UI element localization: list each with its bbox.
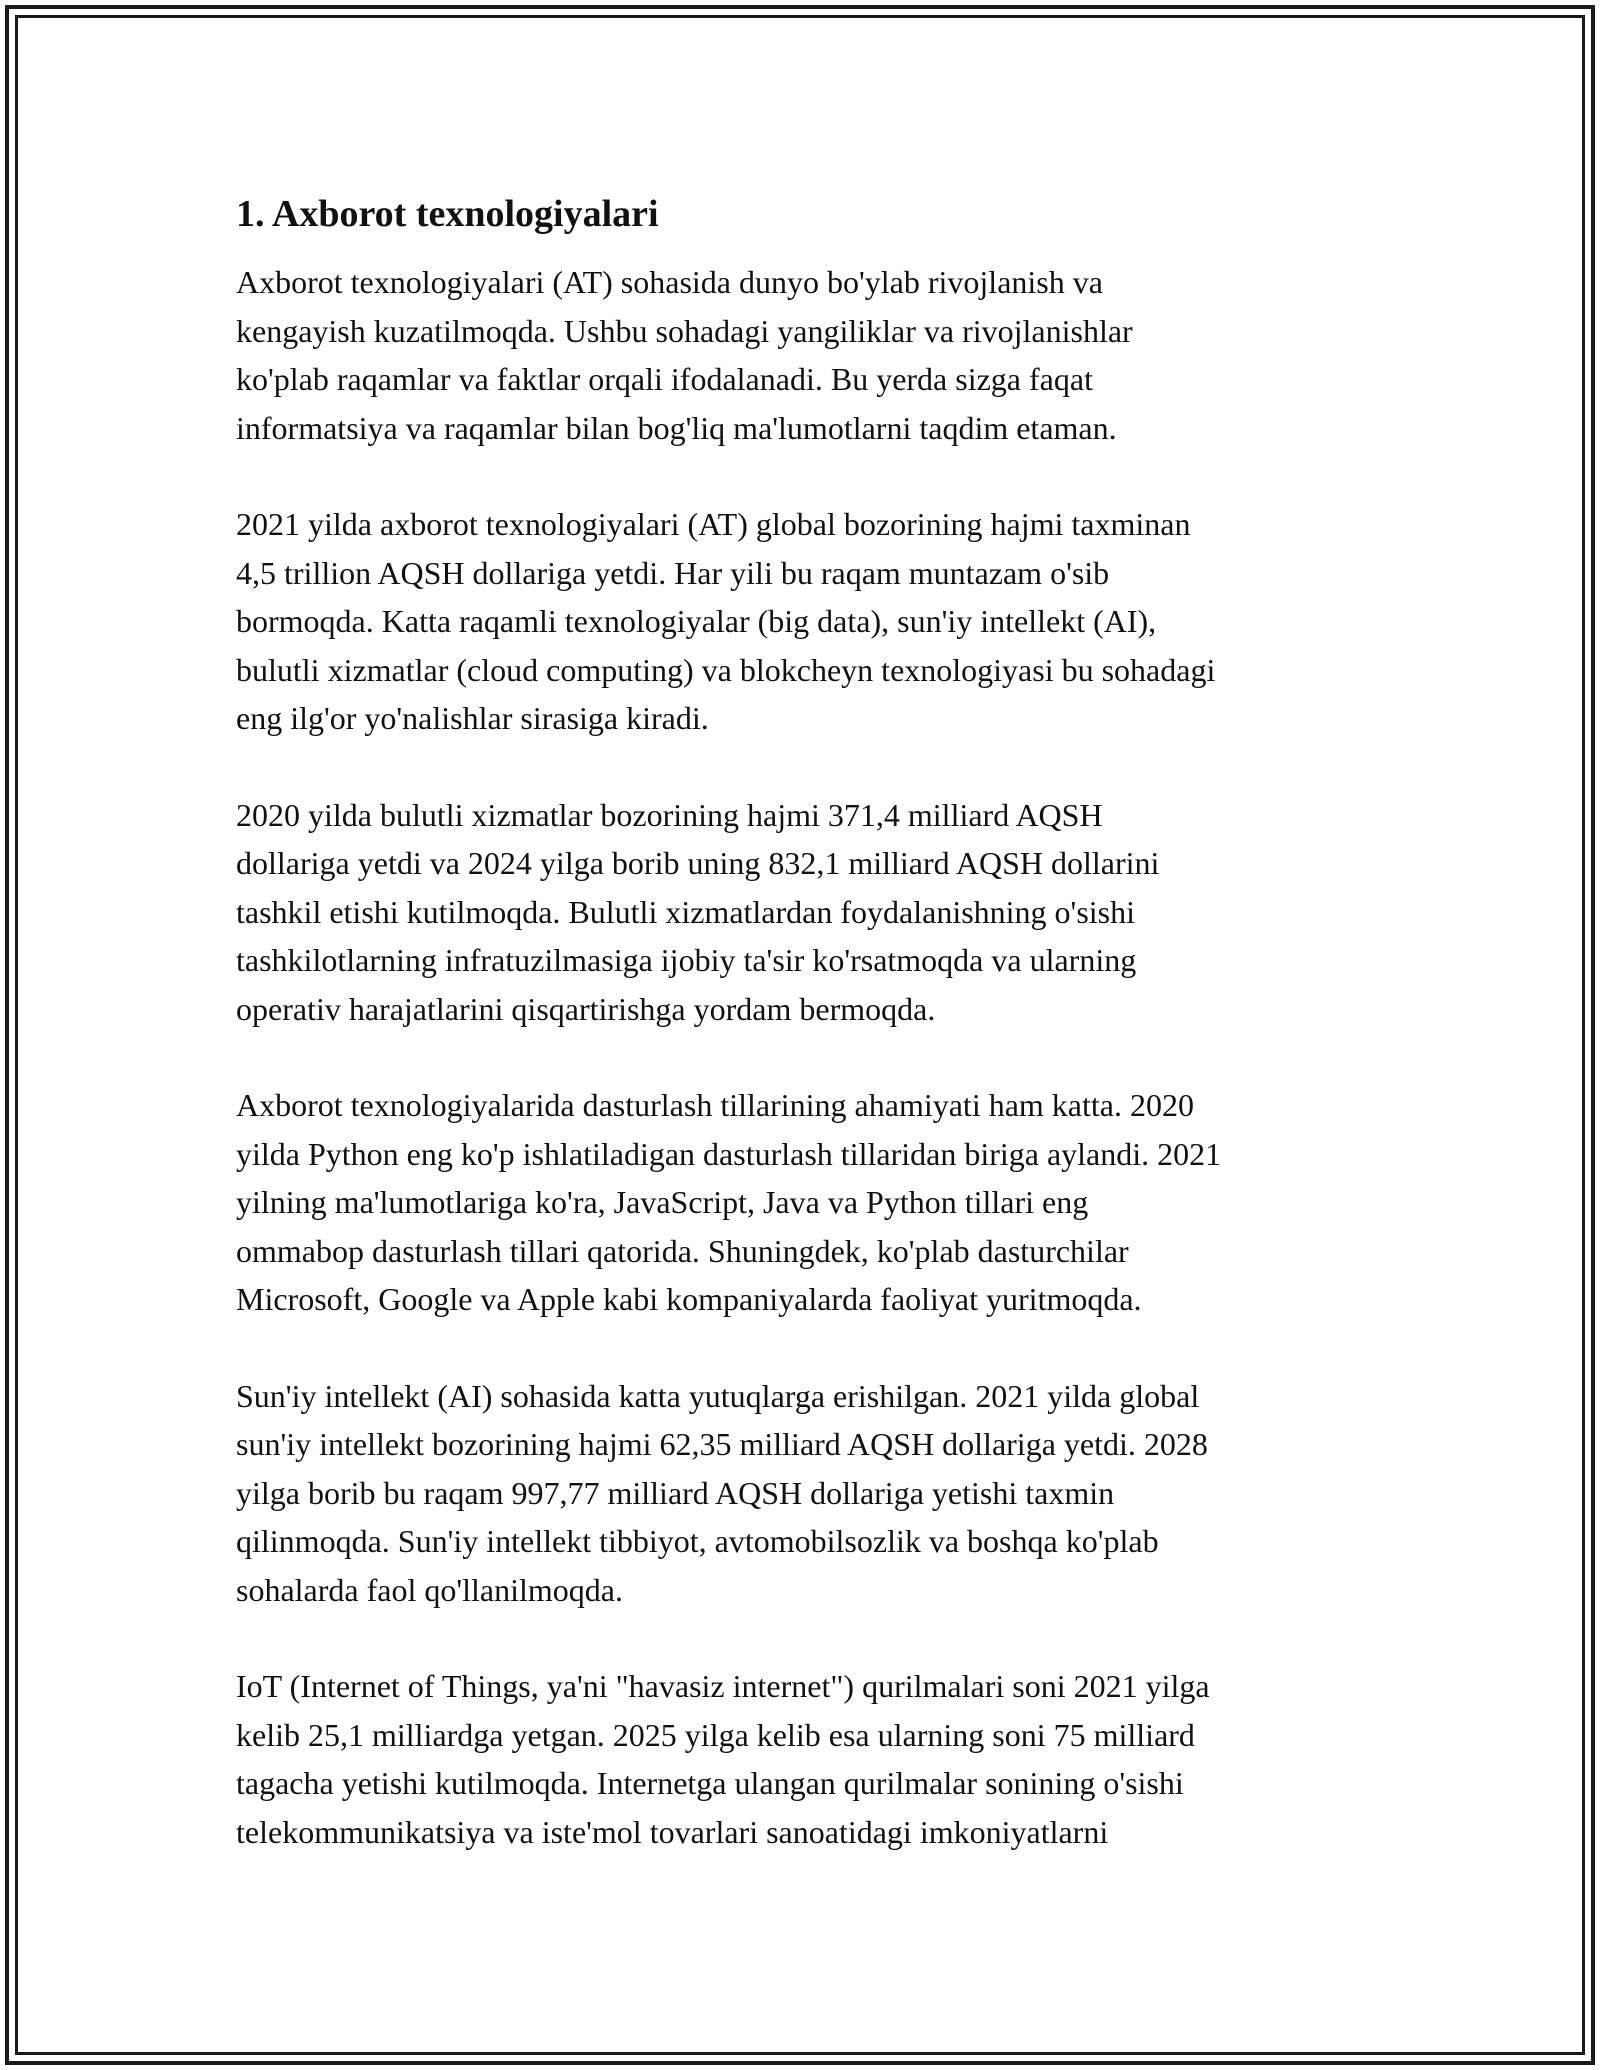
text-line: qilinmoqda. Sun'iy intellekt tibbiyot, avtomobilsozlik va boshqa ko'plab (236, 1523, 1159, 1559)
paragraph-iot (236, 1662, 1386, 1856)
text-line: tashkil etishi kutilmoqda. Bulutli xizmatlardan foydalanishning o'sishi (236, 893, 1135, 930)
text-line: kelib 25,1 milliardga yetgan. 2025 yilga kelib esa ularning soni 75 milliard (236, 1716, 1195, 1753)
text-line: tagacha yetishi kutilmoqda. Internetga ulangan qurilmalar sonining o'sishi (236, 1765, 1184, 1801)
paragraph-artificial-intelligence (236, 1372, 1386, 1615)
text-line: ommabop dasturlash tillari qatorida. Shuningdek, ko'plab dasturchilar (236, 1232, 1129, 1269)
text-line: 4,5 trillion AQSH dollariga yetdi. Har yili bu raqam muntazam o'sib (236, 554, 1110, 591)
text-line: 2020 yilda bulutli xizmatlar bozorining hajmi 371,4 milliard AQSH (236, 796, 1103, 833)
text-line: sun'iy intellekt bozorining hajmi 62,35 milliard AQSH dollariga yetdi. 2028 (236, 1426, 1208, 1462)
text-line: 2021 yilda axborot texnologiyalari (AT) global bozorining hajmi taxminan (236, 506, 1191, 542)
document-body (236, 190, 1386, 1904)
text-line: yilga borib bu raqam 997,77 milliard AQSH dollariga yetishi taxmin (236, 1474, 1115, 1511)
paragraph-intro (236, 258, 1386, 452)
text-line: sohalarda faol qo'llanilmoqda. (236, 1571, 623, 1608)
text-line: bulutli xizmatlar (cloud computing) va blokcheyn texnologiyasi bu sohadagi (236, 651, 1216, 688)
text-line: eng ilg'or yo'nalishlar sirasiga kiradi. (236, 700, 709, 736)
text-line: Sun'iy intellekt (AI) sohasida katta yutuqlarga erishilgan. 2021 yilda global (236, 1377, 1200, 1414)
section-heading: 1. Axborot texnologiyalari (236, 193, 659, 235)
text-line: bormoqda. Katta raqamli texnologiyalar (big data), sun'iy intellekt (AI), (236, 603, 1157, 639)
text-line: Microsoft, Google va Apple kabi kompaniyalarda faoliyat yuritmoqda. (236, 1281, 1142, 1317)
text-line: yilda Python eng ko'p ishlatiladigan dasturlash tillaridan biriga aylandi. 2021 (236, 1135, 1222, 1172)
text-line: Axborot texnologiyalari (AT) sohasida dunyo bo'ylab rivojlanish va (236, 264, 1103, 300)
text-line: tashkilotlarning infratuzilmasiga ijobiy ta'sir ko'rsatmoqda va ularning (236, 942, 1137, 978)
paragraph-market-size (236, 500, 1386, 743)
paragraph-cloud-services (236, 791, 1386, 1034)
text-line: IoT (Internet of Things, ya'ni "havasiz internet") qurilmalari soni 2021 yilga (236, 1668, 1210, 1704)
text-line: ko'plab raqamlar va faktlar orqali ifodalanadi. Bu yerda sizga faqat (236, 361, 1093, 397)
paragraph-programming-languages (236, 1081, 1386, 1324)
text-line: informatsiya va raqamlar bilan bog'liq ma'lumotlarni taqdim etaman. (236, 409, 1117, 446)
text-line: dollariga yetdi va 2024 yilga borib uning 832,1 milliard AQSH dollarini (236, 845, 1160, 881)
text-line: yilning ma'lumotlariga ko'ra, JavaScript, Java va Python tillari eng (236, 1184, 1089, 1220)
text-line: operativ harajatlarini qisqartirishga yordam bermoqda. (236, 990, 936, 1027)
text-line: telekommunikatsiya va iste'mol tovarlari sanoatidagi imkoniyatlarni (236, 1813, 1109, 1850)
text-line: kengayish kuzatilmoqda. Ushbu sohadagi yangiliklar va rivojlanishlar (236, 312, 1133, 349)
text-line: Axborot texnologiyalarida dasturlash tillarining ahamiyati ham katta. 2020 (236, 1087, 1194, 1123)
